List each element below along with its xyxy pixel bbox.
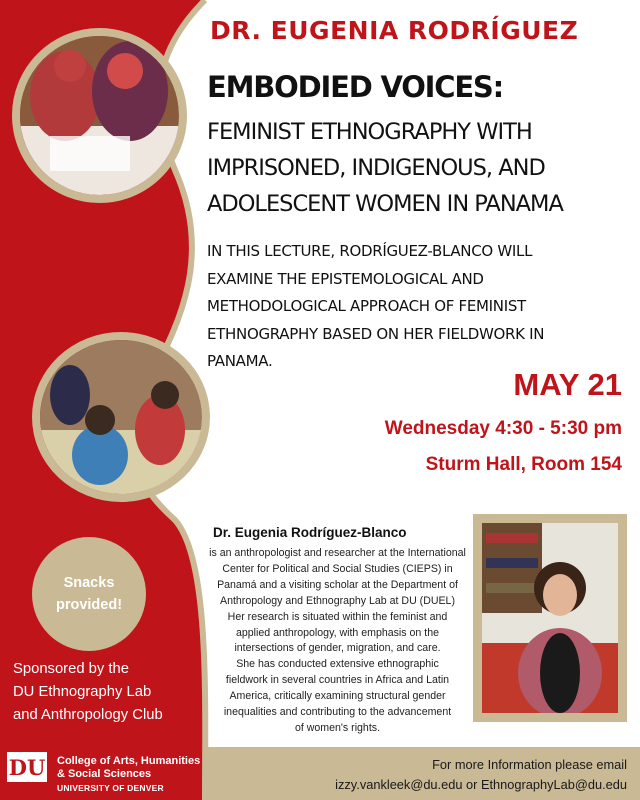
bio-line: fieldwork in several countries in Africa and Latin <box>225 674 450 687</box>
subtitle-line: ADOLESCENT WOMEN IN PANAMA <box>207 191 563 217</box>
event-location: Sturm Hall, Room 154 <box>425 454 622 475</box>
bio-line: Center for Political and Social Studies (CIEPS) in <box>222 562 453 575</box>
bio-line: She has conducted extensive ethnographic <box>236 658 439 671</box>
du-logo-icon <box>7 752 47 782</box>
lecture-subtitle <box>207 114 637 222</box>
university-name: UNIVERSITY OF DENVER <box>57 783 164 793</box>
description-line: ETHNOGRAPHY BASED ON HER FIELDWORK IN <box>207 324 545 343</box>
du-logo-text: DU <box>8 755 46 780</box>
bio-line: applied anthropology, with emphasis on the <box>236 626 439 639</box>
footer-info-band <box>205 747 640 800</box>
bio-line: Panamá and a visiting scholar at the Department of <box>217 578 458 591</box>
college-line: College of Arts, Humanities <box>57 755 201 767</box>
bio-name: Dr. Eugenia Rodríguez-Blanco <box>213 525 407 540</box>
snacks-line: Snacks <box>63 575 115 591</box>
bio-line: of women's rights. <box>294 721 381 734</box>
info-label: For more Information please email <box>432 757 627 772</box>
bio-line: Her research is situated within the feminist and <box>227 610 448 623</box>
snacks-line: provided! <box>55 597 123 613</box>
sponsor-line: DU Ethnography Lab <box>13 684 152 700</box>
description-line: IN THIS LECTURE, RODRÍGUEZ-BLANCO WILL <box>207 242 533 260</box>
description-line: EXAMINE THE EPISTEMOLOGICAL AND <box>207 269 484 288</box>
sponsor-line: and Anthropology Club <box>13 707 163 723</box>
subtitle-line: FEMINIST ETHNOGRAPHY WITH <box>207 119 532 145</box>
college-name <box>57 755 200 781</box>
bio-line: intersections of gender, migration, and care. <box>234 642 441 655</box>
fieldwork-photo-top <box>12 28 187 203</box>
college-line: & Social Sciences <box>57 768 152 780</box>
event-date: MAY 21 <box>513 367 622 402</box>
bio-line: America, critically examining structural gender <box>229 690 446 703</box>
speaker-name: DR. EUGENIA RODRÍGUEZ <box>210 16 579 45</box>
speaker-portrait <box>473 514 627 722</box>
fieldwork-photo-middle <box>32 332 210 502</box>
event-time: Wednesday 4:30 - 5:30 pm <box>384 418 622 439</box>
bio-line: is an anthropologist and researcher at the International <box>209 547 466 559</box>
bio-line: Anthropology and Ethnography Lab at DU (DUEL) <box>220 594 455 607</box>
description-line: METHODOLOGICAL APPROACH OF FEMINIST <box>207 297 526 315</box>
lecture-title: EMBODIED VOICES: <box>207 70 504 104</box>
sponsor-text <box>13 658 203 727</box>
subtitle-line: IMPRISONED, INDIGENOUS, AND <box>207 155 545 181</box>
description-line: PANAMA. <box>207 352 273 370</box>
sponsor-line: Sponsored by the <box>13 661 129 677</box>
contact-emails[interactable]: izzy.vankleek@du.edu or EthnographyLab@du.edu <box>335 777 627 792</box>
bio-text <box>200 546 475 737</box>
lecture-description <box>207 238 627 376</box>
bio-line: inequalities and contributing to the advancement <box>223 706 452 719</box>
snacks-badge <box>32 537 146 651</box>
